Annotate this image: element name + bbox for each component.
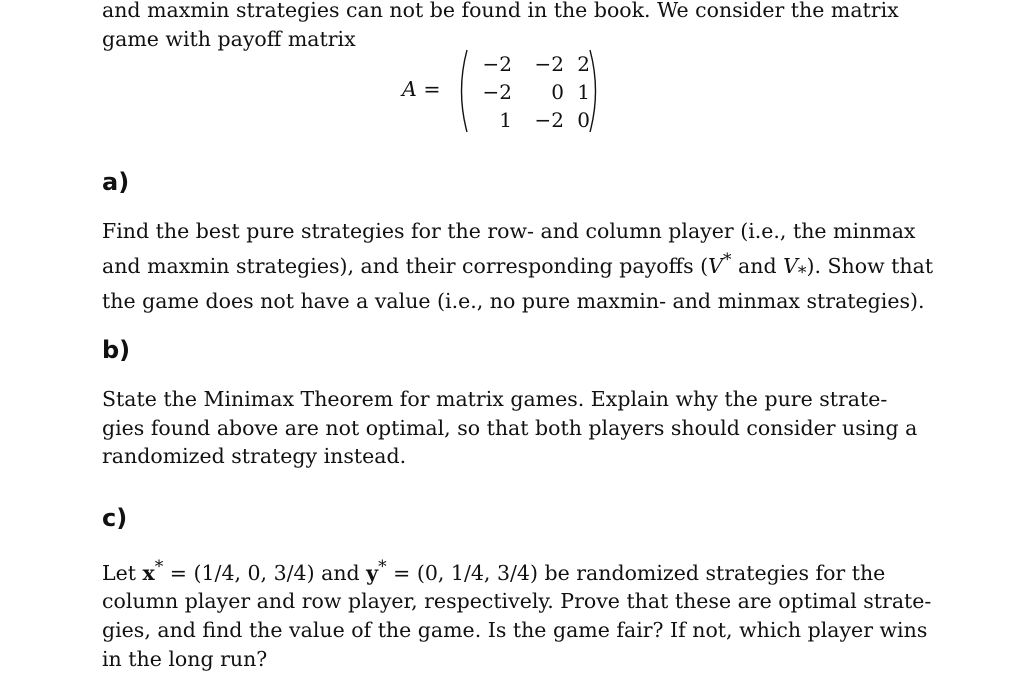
section-b-line-1: State the Minimax Theorem for matrix games. Explain why the pure strate- (102, 387, 888, 411)
matrix-cell: 1 (499, 108, 512, 132)
x-star-superscript: * (154, 557, 164, 577)
matrix-grid (472, 50, 590, 134)
matrix-cell: 2 (577, 52, 590, 76)
section-c-line-3: gies, and find the value of the game. Is the game fair? If not, which player wins (102, 618, 928, 643)
y-vector-symbol: y (366, 560, 379, 585)
section-c-heading: c) (102, 504, 128, 532)
section-c-line-4: in the long run? (102, 646, 268, 671)
matrix-row (472, 78, 590, 106)
section-a-text (102, 217, 934, 316)
matrix-name: A (402, 77, 417, 101)
right-parenthesis (588, 48, 602, 134)
section-a-heading: a) (102, 168, 130, 196)
section-c-line-2: column player and row player, respectively. Prove that these are optimal strate- (102, 589, 932, 614)
matrix-cell: −2 (534, 108, 564, 132)
section-b-heading: b) (102, 336, 131, 364)
intro-line-1-text: and maxmin strategies can not be found in the book. We consider the matrix (102, 0, 899, 22)
intro-line-2: game with payoff matrix (102, 26, 356, 51)
v-sub-symbol: V (783, 253, 798, 278)
section-c-line-1-b: = (1/4, 0, 3/4) and (163, 560, 367, 585)
section-a-line-1-text: Find the best pure strategies for the row- and column player (i.e., the minmax (102, 219, 916, 243)
v-star-superscript: * (722, 249, 732, 270)
matrix-cell: 0 (577, 108, 590, 132)
intro-line-1 (102, 0, 924, 25)
matrix-equals: = (423, 77, 441, 101)
matrix-label (402, 77, 441, 101)
section-b-line-3: randomized strategy instead. (102, 444, 407, 469)
section-a-line-2-mid: and (731, 253, 784, 278)
section-a-line-3: the game does not have a value (i.e., no pure maxmin- and minmax strategies). (102, 289, 925, 314)
matrix-cell: −2 (482, 80, 512, 104)
section-b-text (102, 385, 924, 471)
payoff-matrix (402, 48, 732, 138)
matrix-cell: 1 (577, 80, 590, 104)
intro-paragraph (102, 0, 924, 53)
matrix-cell: −2 (534, 52, 564, 76)
matrix-row (472, 106, 590, 134)
section-c-text (102, 553, 932, 673)
section-c-line-1-c: = (0, 1/4, 3/4) be randomized strategies for the (386, 560, 886, 585)
y-star-superscript: * (378, 557, 387, 577)
section-c-line-1 (102, 553, 924, 587)
section-c-line-1-a: Let (102, 560, 143, 585)
matrix-cell: −2 (482, 52, 512, 76)
matrix-row (472, 50, 590, 78)
section-a-line-2 (102, 246, 934, 288)
section-a-line-2-pre: and maxmin strategies), and their corresponding payoffs ( (102, 253, 709, 278)
v-sub-subscript: * (797, 262, 807, 283)
section-a-line-1 (102, 217, 924, 246)
x-vector-symbol: x (142, 560, 155, 585)
section-a-line-2-post: ). Show that (806, 253, 934, 278)
v-star-symbol: V (708, 253, 723, 278)
left-parenthesis (455, 48, 469, 134)
section-b-line-2: gies found above are not optimal, so that both players should consider using a (102, 415, 918, 440)
matrix-cell: 0 (551, 80, 564, 104)
